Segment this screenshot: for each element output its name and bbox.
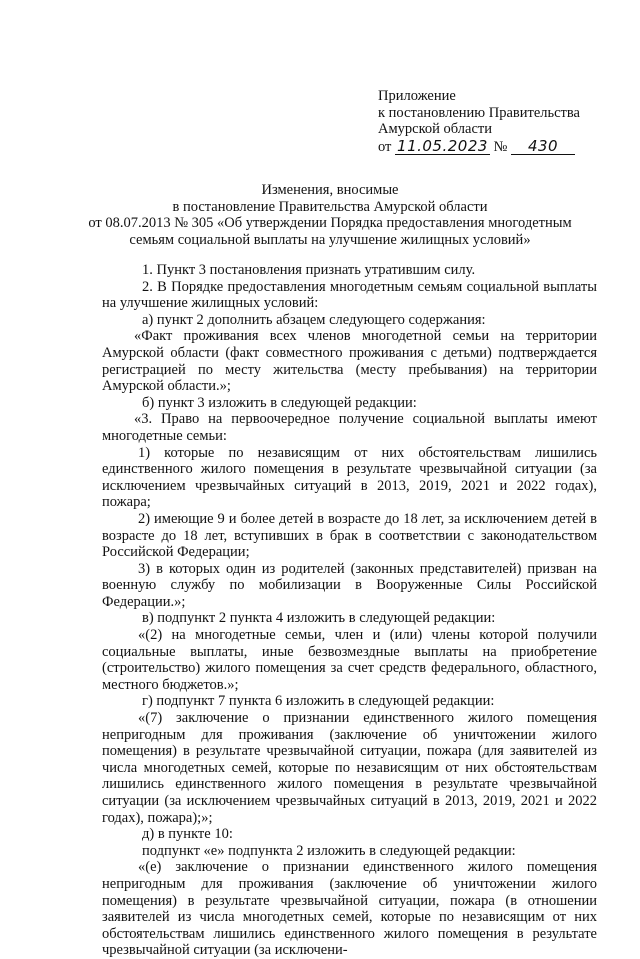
appendix-line1: Приложение bbox=[378, 88, 456, 104]
paragraph: подпункт «е» подпункта 2 изложить в следующей редакции: bbox=[142, 842, 516, 859]
number-value: 430 bbox=[511, 138, 575, 156]
paragraph: 3) в которых один из родителей (законных представителей) призван на военную службу по мобилизации в Вооруженные Силы Российской Федерации.»; bbox=[102, 560, 597, 610]
paragraph: «(е) заключение о признании единственного жилого помещения непригодным для проживания (заключение об уничтожении жилого помещения) в результате чрезвычайной ситуации, пожара (в отношении заявителей из числа многодетных семей, которые по независящим от них обстоятельствам лишились единственного жилого помещения в результате чрезвычайной ситуации (за исключени- bbox=[102, 859, 597, 959]
paragraph: в) подпункт 2 пункта 4 изложить в следующей редакции: bbox=[142, 610, 496, 627]
paragraph: 2. В Порядке предоставления многодетным семьям социальной выплаты на улучшение жилищных условий: bbox=[102, 278, 597, 312]
title-line1: Изменения, вносимые bbox=[261, 182, 399, 198]
appendix-header bbox=[378, 88, 580, 155]
appendix-line2: к постановлению Правительства bbox=[378, 104, 580, 121]
title-line3: от 08.07.2013 № 305 «Об утверждении Порядка предоставления многодетным bbox=[88, 215, 572, 231]
paragraph: 1. Пункт 3 постановления признать утратившим силу. bbox=[142, 262, 476, 278]
paragraph: «3. Право на первоочередное получение социальной выплаты имеют многодетные семьи: bbox=[102, 411, 597, 444]
document-body bbox=[102, 262, 597, 959]
title-line2: в постановление Правительства Амурской области bbox=[172, 198, 488, 215]
paragraph: «(2) на многодетные семьи, член и (или) члены которой получили социальные выплаты, иные безвозмездные выплаты на приобретение (строительство) жилого помещения за счет средств федерального, областного, местного бюджетов.»; bbox=[102, 627, 597, 693]
appendix-line3: Амурской области bbox=[378, 121, 492, 137]
paragraph: 1) которые по независящим от них обстоятельствам лишились единственного жилого помещения в результате чрезвычайной ситуации (за исключением чрезвычайных ситуаций в 2013, 2019, 2021 и 2022 годах), пожара; bbox=[102, 444, 597, 511]
document-title bbox=[60, 182, 600, 248]
paragraph: а) пункт 2 дополнить абзацем следующего содержания: bbox=[142, 311, 486, 328]
appendix-date-line bbox=[378, 138, 580, 156]
title-line4: семьям социальной выплаты на улучшение жилищных условий» bbox=[129, 231, 531, 248]
paragraph: д) в пункте 10: bbox=[142, 826, 233, 843]
date-value: 11.05.2023 bbox=[397, 136, 488, 155]
date-prefix: от bbox=[378, 138, 392, 155]
number-prefix: № bbox=[493, 138, 508, 155]
paragraph: б) пункт 3 изложить в следующей редакции: bbox=[142, 394, 417, 411]
paragraph: г) подпункт 7 пункта 6 изложить в следующей редакции: bbox=[142, 693, 495, 710]
paragraph: «(7) заключение о признании единственного жилого помещения непригодным для проживания (заключение об уничтожении жилого помещения) в результате чрезвычайной ситуации, пожара (для заявителей из числа многодетных семей, которые по независящим от них обстоятельствам лишились единственного жилого помещения в результате чрезвычайной ситуации (за исключением чрезвычайных ситуаций в 2013, 2019, 2021 и 2022 годах), пожара);»; bbox=[102, 710, 597, 826]
paragraph: «Факт проживания всех членов многодетной семьи на территории Амурской области (факт совместного проживания с детьми) подтверждается регистрацией по месту жительства (месту пребывания) на территории Амурской области.»; bbox=[102, 328, 597, 395]
paragraph: 2) имеющие 9 и более детей в возрасте до 18 лет, за исключением детей в возрасте до 18 лет, вступивших в брак в соответствии с законодательством Российской Федерации; bbox=[102, 510, 597, 561]
